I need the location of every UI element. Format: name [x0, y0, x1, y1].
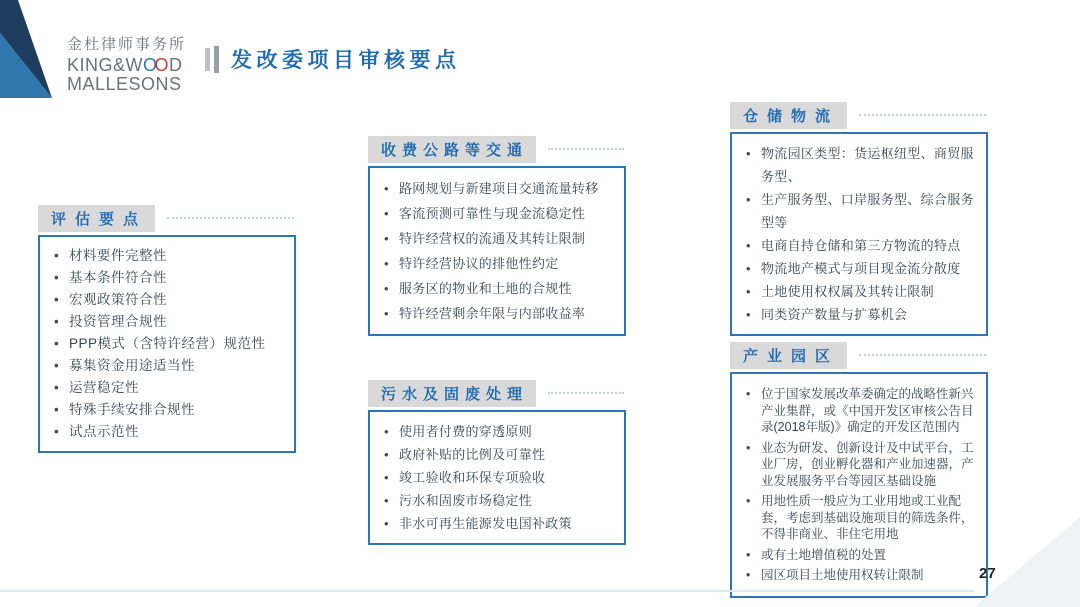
list-item: • 土地使用权权属及其转让限制	[738, 280, 978, 303]
list-item: • 特许经营剩余年限与内部收益率	[376, 301, 616, 326]
list-item: • 或有土地增值税的处置	[738, 547, 978, 564]
corner-decoration-bottom-right	[974, 517, 1080, 607]
panel-chip: 评估要点	[38, 205, 155, 232]
bullet-list	[376, 176, 616, 326]
panel-header	[730, 103, 988, 127]
list-item: • 园区项目土地使用权转让限制	[738, 567, 978, 584]
logo-en-post: D	[169, 55, 183, 75]
bullet-list	[738, 386, 978, 584]
list-item: • 竣工验收和环保专项验收	[376, 466, 616, 489]
panel-chip: 仓储物流	[730, 102, 847, 129]
bullet-list	[46, 245, 286, 443]
panel-box	[730, 372, 988, 598]
list-item: • 政府补贴的比例及可靠性	[376, 443, 616, 466]
list-item: • 服务区的物业和土地的合规性	[376, 276, 616, 301]
list-item: • 特许经营权的流通及其转让限制	[376, 226, 616, 251]
dotted-rule	[859, 114, 986, 116]
list-item: • 业态为研发、创新设计及中试平台，工业厂房，创业孵化器和产业加速器，产业发展服务平台等园区基础设施	[738, 440, 978, 490]
panel-toll-roads	[368, 137, 626, 336]
footer-divider	[0, 590, 974, 592]
panel-box	[368, 166, 626, 336]
page-title: 发改委项目审核要点	[231, 49, 461, 72]
panel-box	[38, 235, 296, 453]
list-item: • 材料要件完整性	[46, 245, 286, 267]
panel-chip: 收费公路等交通	[368, 136, 536, 163]
panel-chip: 污水及固废处理	[368, 380, 536, 407]
list-item: • 物流地产模式与项目现金流分散度	[738, 257, 978, 280]
logo-en-pre: KING&W	[67, 55, 144, 75]
list-item: • 位于国家发展改革委确定的战略性新兴产业集群，或《中国开发区审核公告目录(2018年版)》确定的开发区范围内	[738, 386, 978, 436]
list-item: • 污水和固废市场稳定性	[376, 489, 616, 512]
list-item: • 特许经营协议的排他性约定	[376, 251, 616, 276]
list-item: • 基本条件符合性	[46, 267, 286, 289]
panel-sewage-waste	[368, 381, 626, 545]
corner-decoration-top-left	[0, 0, 53, 98]
list-item: • 物流园区类型：货运枢纽型、商贸服务型、	[738, 142, 978, 188]
panel-assessment-points	[38, 206, 296, 453]
list-item: • 运营稳定性	[46, 377, 286, 399]
dotted-rule	[859, 354, 986, 356]
title-bars-icon	[205, 46, 219, 73]
panel-header	[368, 381, 626, 405]
list-item: • 特殊手续安排合规性	[46, 399, 286, 421]
list-item: • 非水可再生能源发电国补政策	[376, 512, 616, 535]
dotted-rule	[548, 392, 624, 394]
dotted-rule	[167, 217, 294, 219]
list-item: • 募集资金用途适当性	[46, 355, 286, 377]
panel-box	[730, 132, 988, 336]
logo-o-red: O	[154, 55, 170, 75]
logo-o-blue: O	[143, 55, 158, 75]
kwm-logo	[67, 33, 186, 95]
logo-en-line2: MALLESONS	[67, 74, 182, 95]
list-item: • 客流预测可靠性与现金流稳定性	[376, 201, 616, 226]
panel-warehouse-logistics	[730, 103, 988, 336]
list-item: • 试点示范性	[46, 421, 286, 443]
title-row	[205, 44, 461, 74]
logo-en-line1	[67, 56, 186, 75]
list-item: • 电商自持仓储和第三方物流的特点	[738, 234, 978, 257]
dotted-rule	[548, 148, 624, 150]
list-item: • 投资管理合规性	[46, 311, 286, 333]
panel-industrial-parks	[730, 343, 988, 598]
bullet-list	[376, 420, 616, 535]
list-item: • 宏观政策符合性	[46, 289, 286, 311]
panel-header	[38, 206, 296, 230]
list-item: • 使用者付费的穿透原则	[376, 420, 616, 443]
list-item: • 用地性质一般应为工业用地或工业配套，考虑到基础设施项目的筛选条件，不得非商业、非住宅用地	[738, 493, 978, 543]
page-number: 27	[979, 565, 996, 582]
list-item: • 同类资产数量与扩募机会	[738, 303, 978, 326]
list-item: • 路网规划与新建项目交通流量转移	[376, 176, 616, 201]
bullet-list	[738, 142, 978, 326]
list-item: • PPP模式（含特许经营）规范性	[46, 333, 286, 355]
panel-box	[368, 410, 626, 545]
list-item: • 生产服务型、口岸服务型、综合服务型等	[738, 188, 978, 234]
logo-cn-text: 金杜律师事务所	[67, 36, 187, 53]
panel-header	[730, 343, 988, 367]
panel-chip: 产业园区	[730, 342, 847, 369]
panel-header	[368, 137, 626, 161]
